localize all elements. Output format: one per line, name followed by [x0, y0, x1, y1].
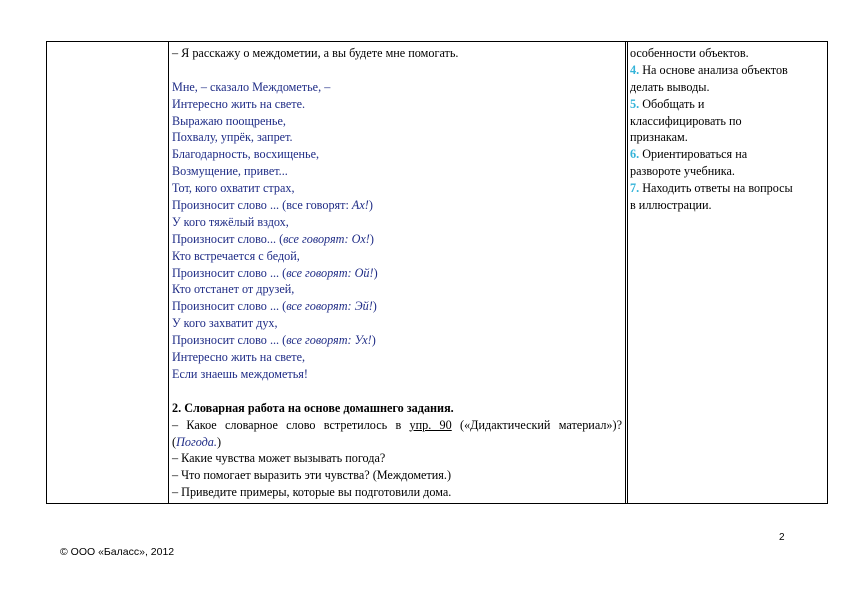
poem-line: Интересно жить на свете.	[172, 96, 306, 111]
poem-line: Произносит слово... (все говорят: Ох!)	[172, 231, 374, 246]
lesson-content-cell	[172, 45, 622, 501]
column-divider	[627, 42, 628, 503]
column-divider	[625, 42, 626, 503]
page-number: 2	[779, 532, 785, 543]
poem-line: Произносит слово ... (все говорят: Эй!)	[172, 299, 377, 314]
poem-line: Выражаю поощренье,	[172, 113, 286, 128]
poem-line: У кого тяжёлый вздох,	[172, 214, 289, 229]
poem-line: Мне, – сказало Междометье, –	[172, 79, 331, 94]
poem-line: Если знаешь междометья!	[172, 366, 308, 381]
poem-line: Похвалу, упрёк, запрет.	[172, 130, 293, 145]
skill-line: 4. На основе анализа объектов	[630, 62, 788, 77]
skill-line: 5. Обобщать и	[630, 96, 705, 111]
poem-line: Интересно жить на свете,	[172, 350, 306, 365]
teacher-intro: – Я расскажу о междометии, а вы будете мне помогать.	[172, 46, 459, 60]
poem-line: Кто отстанет от друзей,	[172, 282, 295, 297]
question: – Какое словарное слово встретилось в упр. 90 («Дидактический материал»)? (Погода.)	[172, 417, 622, 449]
poem-line: Кто встречается с бедой,	[172, 248, 300, 263]
skill-line: признакам.	[630, 130, 688, 145]
column-divider	[168, 42, 169, 503]
poem-line: Произносит слово ... (все говорят: Ух!)	[172, 333, 376, 348]
section-heading: 2. Словарная работа на основе домашнего задания.	[172, 400, 454, 415]
question: – Что помогает выразить эти чувства? (Междометия.)	[172, 468, 451, 483]
skill-line: классифицировать по	[630, 113, 742, 128]
poem-line: Произносит слово ... (все говорят: Ах!)	[172, 198, 373, 213]
question: – Какие чувства может вызывать погода?	[172, 451, 386, 466]
skill-line: особенности объектов.	[630, 46, 749, 60]
poem-line: Благодарность, восхищенье,	[172, 147, 320, 162]
poem-line: Возмущение, привет...	[172, 164, 288, 179]
skill-line: развороте учебника.	[630, 164, 735, 179]
poem-line: Тот, кого охватит страх,	[172, 181, 295, 196]
skill-line: делать выводы.	[630, 79, 710, 94]
lesson-table	[46, 41, 828, 504]
skill-line: 7. Находить ответы на вопросы	[630, 181, 793, 196]
poem-line: У кого захватит дух,	[172, 316, 278, 331]
poem-line: Произносит слово ... (все говорят: Ой!)	[172, 265, 378, 280]
question: – Приведите примеры, которые вы подготовили дома.	[172, 485, 452, 500]
skill-line: 6. Ориентироваться на	[630, 147, 748, 162]
skills-cell	[630, 45, 826, 214]
footer-copyright: © ООО «Баласс», 2012	[60, 546, 175, 558]
skill-line: в иллюстрации.	[630, 198, 712, 213]
